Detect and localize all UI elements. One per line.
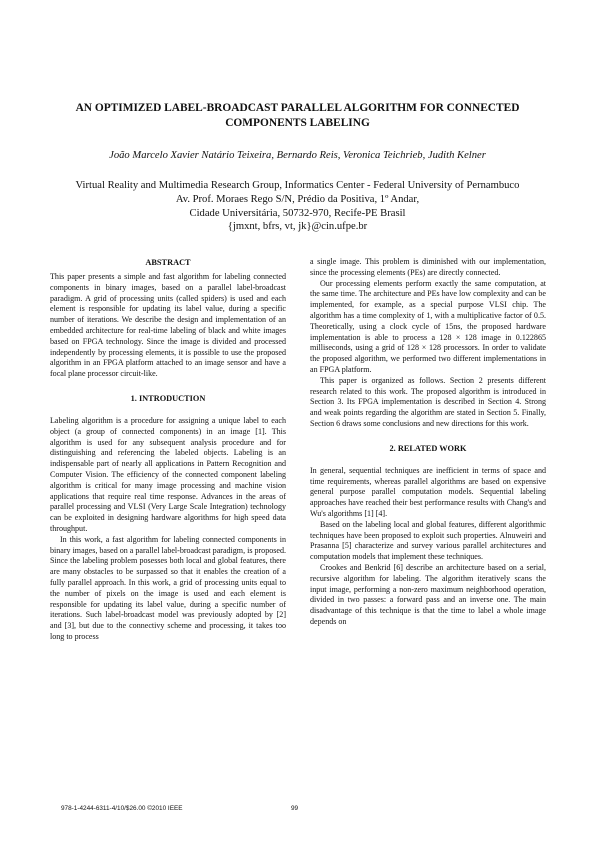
footer-isbn: 978-1-4244-6311-4/10/$26.00 ©2010 IEEE <box>61 805 183 812</box>
intro-paragraph: In this work, a fast algorithm for labeling connected components in binary images, based on a parallel label-broadcast paradigm, is proposed. Since the labeling problem posesses both local and global features, there are many obstacles to be surpassed so that it enables the creation of a fully parallel approach. In this work, a grid of processing units equal to the number of pixels on the image is used and each element is responsible for updating its label value, during a specific number of iterations. Such label-broadcast model was previously adopted by [2] and [3], but due to the connectivy scheme and processing, it takes too long to process <box>50 534 286 641</box>
intro-paragraph: Our processing elements perform exactly the same computation, at the same time. The architecture and PEs have low complexity and can be implemented, for example, as a special purpose VLSI chip. The algorithm has a time complexity of 1, with a multiplicative factor of 0.5. Theoretically, using a clock cycle of 15ns, the proposed hardware implementation is able to process a 128 × 128 image in 0.122865 milliseconds, using a grid of 128 × 128 processors. In order to validate the proposed algorithm, we performed two different implementations in an FPGA platform. <box>310 278 546 374</box>
page-number: 99 <box>291 805 299 812</box>
left-column <box>50 257 286 643</box>
intro-paragraph-continued: a single image. This problem is diminished with our implementation, since the processing elements (PEs) are directly connected. <box>310 257 546 277</box>
abstract-text: This paper presents a simple and fast algorithm for labeling connected components in binary images, based on a parallel label-broadcast paradigm. A grid of processing units (called spiders) is used and each element is responsible for updating its label value, during a specific number of iterations. We describe the design and implementation of an embedded architecture for real-time labeling of black and white images based on FPGA technology. Since the image is divided and processed independently by processing elements, it is possible to use the proposed algorithm in an FPGA platform attached to an image sensor and have a focal plane processor circuit-like. <box>50 272 286 379</box>
intro-paragraph: This paper is organized as follows. Section 2 presents different research related to this work. The proposed algorithm is introduced in Section 3. Its FPGA implementation is described in Section 4. Strong and weak points regarding the algorithm are stated in Section 5. Finally, Section 6 draws some conclusions and new directions for this work. <box>310 375 546 428</box>
paper-title <box>50 101 545 131</box>
related-work-paragraph: Based on the labeling local and global features, different algorithmic techniques have been proposed to exploit such properties. Alnuweiri and Prasanna [5] characterize and survey various parallel architectures and computation models that implement these techniques. <box>310 519 546 562</box>
affiliation-block <box>25 179 570 234</box>
author-list: João Marcelo Xavier Natário Teixeira, Bernardo Reis, Veronica Teichrieb, Judith Kelner <box>109 150 486 161</box>
affiliation-line: Av. Prof. Moraes Rego S/N, Prédio da Positiva, 1º Andar, <box>175 193 420 205</box>
title-line: AN OPTIMIZED LABEL-BROADCAST PARALLEL ALGORITHM FOR CONNECTED <box>75 102 520 114</box>
affiliation-line: Virtual Reality and Multimedia Research Group, Informatics Center - Federal University of Pernambuco <box>75 180 520 191</box>
affiliation-line: Cidade Universitária, 50732-970, Recife-PE Brasil <box>189 207 406 219</box>
related-work-paragraph: In general, sequential techniques are inefficient in terms of space and time requirements, whereas parallel algorithms are based on expensive general purpose parallel computation models. Sequential labeling approaches have reached their best performance results with Chang's and Wu's algorithms [1] [4]. <box>310 465 546 518</box>
right-column <box>310 257 546 628</box>
section-heading-introduction: 1. INTRODUCTION <box>130 393 206 403</box>
abstract-heading: ABSTRACT <box>145 258 191 267</box>
related-work-paragraph: Crookes and Benkrid [6] describe an architecture based on a serial, recursive algorithm for labeling. The algorithm iteratively scans the input image, performing a non-zero maximum neighborhood operation, divided in two passes: a forward pass and an inverse one. The main disadvantage of this technique is that the time to label a whole image depends on <box>310 562 546 626</box>
email-line: {jmxnt, bfrs, vt, jk}@cin.ufpe.br <box>227 221 368 233</box>
section-heading-related-work: 2. RELATED WORK <box>389 443 467 453</box>
title-line: COMPONENTS LABELING <box>225 117 370 129</box>
intro-paragraph: Labeling algorithm is a procedure for assigning a unique label to each object (a group of connected components) in an image [1]. This algorithm is used for any subsequent analysis procedure and for distinguishing and referencing the labeled objects. Labeling is an indispensable part of nearly all applications in Pattern Recognition and Computer Vision. The efficiency of the connected component labeling algorithm is critical for many image processing and machine vision applications that require real time response. Advances in the areas of parallel processing and VLSI (Very Large Scale Integration) technology can be exploited in designing hardware algorithms for high speed data throughput. <box>50 415 286 533</box>
